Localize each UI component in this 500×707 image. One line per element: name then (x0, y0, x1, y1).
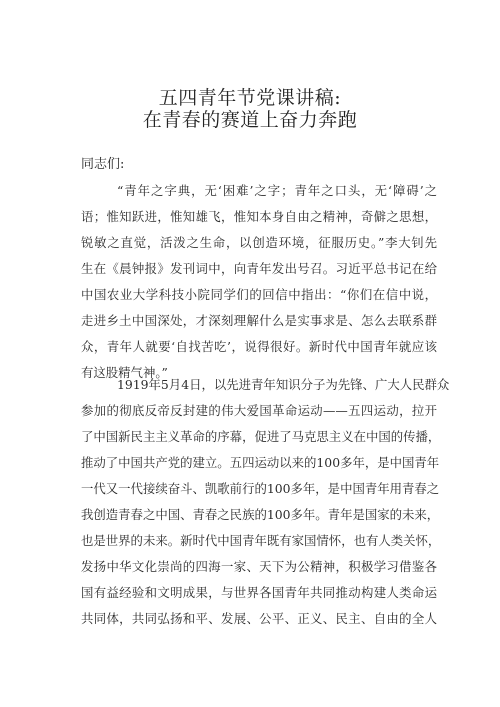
paragraph-line: 走进乡土中国深处，才深刻理解什么是实事求是、怎么去联系群 (81, 313, 437, 328)
paragraph-line: 共同体，共同弘扬和平、发展、公平、正义、民主、自由的全人 (81, 611, 437, 626)
paragraph-line: 推动了中国共产党的建立。五四运动以来的100多年，是中国青年 (81, 455, 440, 470)
paragraph-line: 我创造青春之中国、青春之民族的100多年。青年是国家的未来， (81, 507, 440, 522)
paragraph-line: 1919年5月4日，以先进青年知识分子为先锋、广大人民群众 (117, 377, 450, 392)
paragraph-line: “青年之字典，无‘困难’之字；青年之口头，无‘障碍’之 (117, 183, 437, 198)
paragraph-line: 一代又一代接续奋斗、凯歌前行的100多年，是中国青年用青春之 (81, 481, 440, 496)
paragraph-line: 众，青年人就要‘自找苦吃’，说得很好。新时代中国青年就应该 (81, 339, 437, 354)
salutation: 同志们: (81, 157, 125, 172)
paragraph-line: 语；惟知跃进，惟知雄飞，惟知本身自由之精神，奇僻之思想， (81, 209, 437, 224)
paragraph-line: 国有益经验和文明成果，与世界各国青年共同推动构建人类命运 (81, 585, 437, 600)
paragraph-line: 生在《晨钟报》发刊词中，向青年发出号召。习近平总书记在给 (81, 261, 437, 276)
paragraph-line: 发扬中华文化崇尚的四海一家、天下为公精神，积极学习借鉴各 (81, 559, 437, 574)
paragraph-line: 参加的彻底反帝反封建的伟大爱国革命运动——五四运动，拉开 (81, 403, 437, 418)
paragraph-line: 有这股精气神。” (81, 365, 168, 380)
paragraph-line: 锐敏之直觉，活泼之生命，以创造环境，征服历史。”李大钊先 (81, 235, 437, 250)
document-title-line-1: 五四青年节党课讲稿: (158, 87, 342, 109)
paragraph-line: 也是世界的未来。新时代中国青年既有家国情怀，也有人类关怀， (81, 533, 441, 548)
document-title-line-2: 在青春的赛道上奋力奔跑 (142, 109, 358, 131)
paragraph-line: 中国农业大学科技小院同学们的回信中指出：“你们在信中说， (81, 287, 437, 302)
paragraph-line: 了中国新民主主义革命的序幕，促进了马克思主义在中国的传播， (81, 429, 441, 444)
